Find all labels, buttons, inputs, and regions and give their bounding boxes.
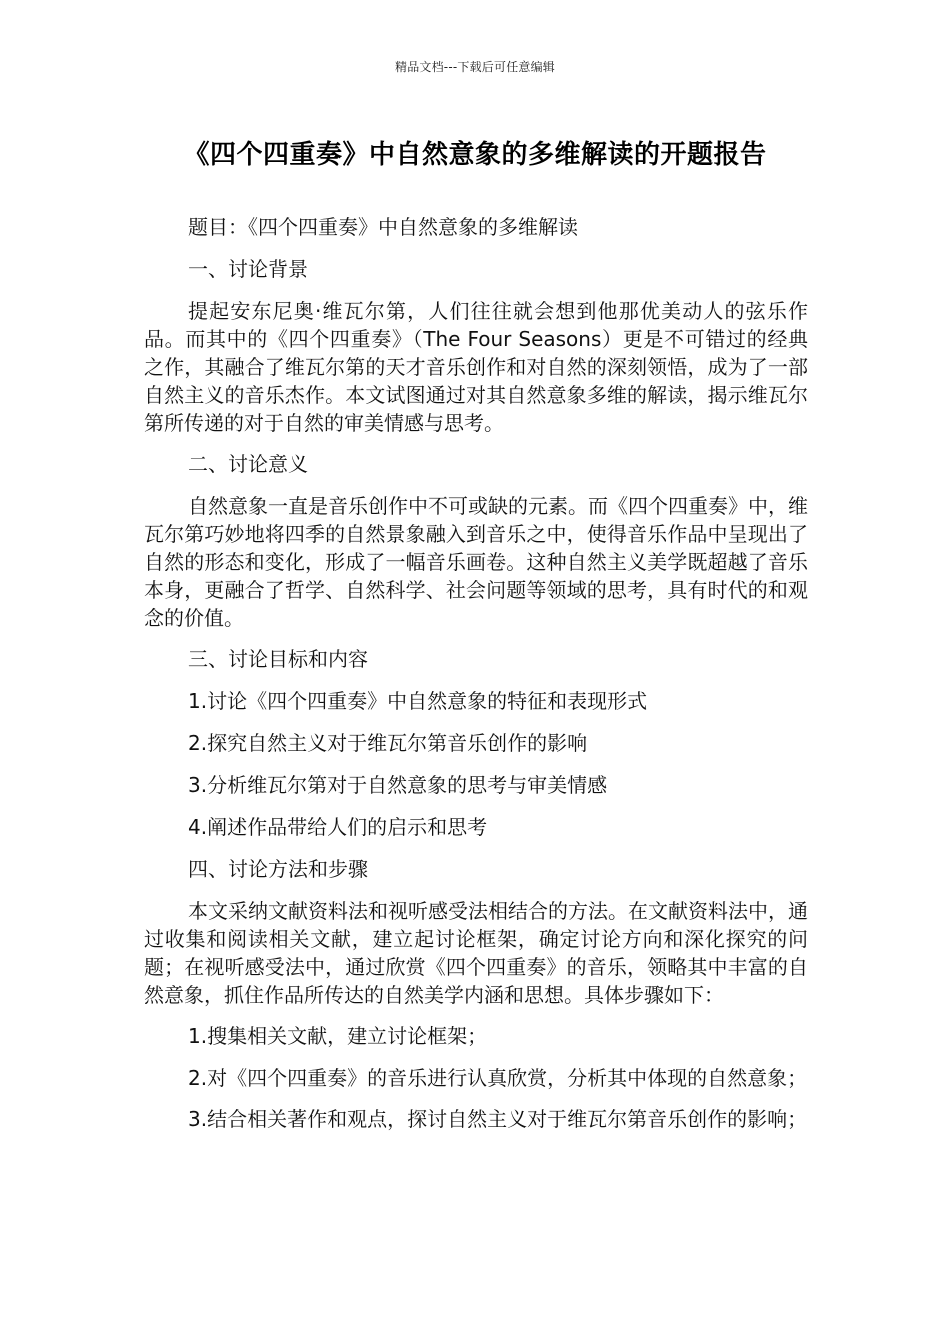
goal-item: 1.讨论《四个四重奏》中自然意象的特征和表现形式 [188,689,648,713]
topic-line: 题目：《四个四重奏》中自然意象的多维解读 [188,215,578,239]
section-heading-methods: 四、讨论方法和步骤 [188,857,368,881]
header-note: 精品文档---下载后可任意编辑 [395,60,555,74]
paragraph-methods: 本文采纳文献资料法和视听感受法相结合的方法。在文献资料法中，通过收集和阅读相关文献，建立起讨论框架，确定讨论方向和深化探究的问题；在视听感受法中，通过欣赏《四个四重奏》的音乐，领略其中丰富的自然意象，抓住作品所传达的自然美学内涵和思想。具体步骤如下： [144,899,808,1007]
paragraph-background: 提起安东尼奥·维瓦尔第，人们往往就会想到他那优美动人的弦乐作品。而其中的《四个四重奏》（The Four Seasons）更是不可错过的经典之作，其融合了维瓦尔第的天才音乐创作和对自然的深刻领悟，成为了一部自然主义的音乐杰作。本文试图通过对其自然意象多维的解读，揭示维瓦尔第所传递的对于自然的审美情感与思考。 [144,299,808,435]
section-heading-background: 一、讨论背景 [188,257,308,281]
section-heading-goals: 三、讨论目标和内容 [188,647,368,671]
section-heading-significance: 二、讨论意义 [188,452,308,476]
goal-item: 3.分析维瓦尔第对于自然意象的思考与审美情感 [188,773,608,797]
goal-item: 4.阐述作品带给人们的启示和思考 [188,815,488,839]
document-body [144,213,808,1146]
step-item: 1.搜集相关文献，建立讨论框架； [188,1024,488,1048]
goal-item: 2.探究自然主义对于维瓦尔第音乐创作的影响 [188,731,588,755]
document-title: 《四个四重奏》中自然意象的多维解读的开题报告 [183,140,767,170]
step-item: 3.结合相关著作和观点，探讨自然主义对于维瓦尔第音乐创作的影响； [188,1107,808,1131]
paragraph-significance: 自然意象一直是音乐创作中不可或缺的元素。而《四个四重奏》中，维瓦尔第巧妙地将四季的自然景象融入到音乐之中，使得音乐作品中呈现出了自然的形态和变化，形成了一幅音乐画卷。这种自然主义美学既超越了音乐本身，更融合了哲学、自然科学、社会问题等领域的思考，具有时代的和观念的价值。 [144,494,808,630]
step-item: 2.对《四个四重奏》的音乐进行认真欣赏，分析其中体现的自然意象； [188,1066,808,1090]
